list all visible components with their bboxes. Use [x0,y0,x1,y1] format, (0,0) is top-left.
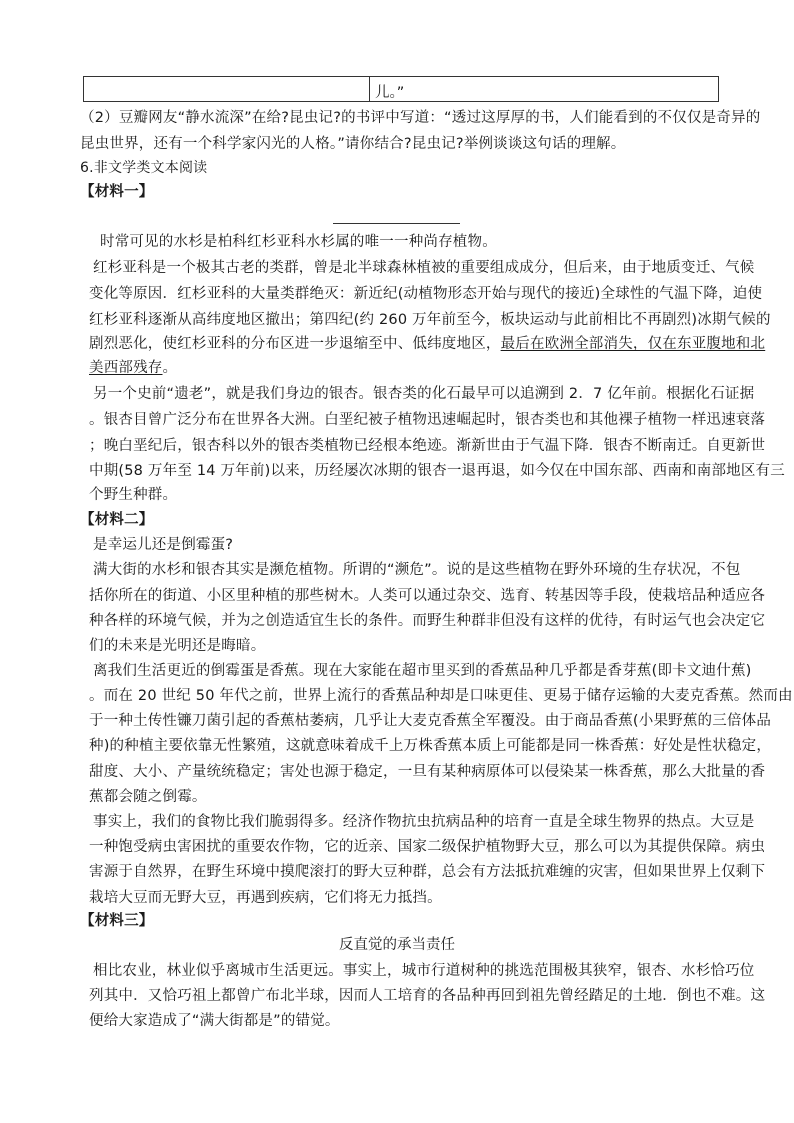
material1-underlined-phrase-a: 最后在欧洲全部消失，仅在东亚腹地和北 [500,336,766,352]
material2-p3-line1: 事实上，我们的食物比我们脆弱得多。经济作物抗虫抗病品种的培育一直是全球生物界的热点。大豆是 [93,814,755,830]
table-divider [369,77,370,101]
material1-p3-line3: ；晚白垩纪后，银杏科以外的银杏类植物已经根本绝迹。渐新世由于气温下降．银杏不断南迁。自更新世 [89,438,766,454]
material1-p2-line3: 红杉亚科逐渐从高纬度地区撤出；第四纪(约 260 万年前至今，板块运动与此前相比不再剧烈)冰期气候的 [89,312,771,328]
material3-subtitle: 反直觉的承当责任 [339,937,455,953]
title-blank-rule [333,223,460,224]
section6-title: 6.非文学类文本阅读 [80,160,208,176]
material2-p1-line4: 们的未来是光明还是晦暗。 [89,638,266,654]
material1-p2-end: 。 [162,360,178,376]
material1-p3-line2: 。银杏目曾广泛分布在世界各大洲。白垩纪被子植物迅速崛起时，银杏类也和其他裸子植物一样迅速衰落 [89,412,766,428]
material2-p2-line1: 离我们生活更近的倒霉蛋是香蕉。现在大家能在超市里买到的香蕉品种几乎都是香芽蕉(即卡文迪什蕉) [93,663,752,679]
material2-p2-line3: 于一种土传性镰刀菌引起的香蕉枯萎病，几乎让大麦克香蕉全军覆没。由于商品香蕉(小果野蕉的三倍体品 [89,713,772,729]
material1-p2-line4 [89,334,765,354]
material2-heading: 【材料二】 [80,512,154,528]
material1-p2-line2: 变化等原因．红杉亚科的大量类群绝灭：新近纪(动植物形态开始与现代的接近)全球性的气温下降，迫使 [89,286,763,302]
material3-p1-line3: 便给大家造成了“满大街都是”的错觉。 [89,1013,340,1029]
material1-paragraph1: 时常可见的水杉是柏科红杉亚科水杉属的唯一一种尚存植物。 [100,234,497,250]
material2-p3-line2: 一种饱受病虫害困扰的重要农作物，它的近亲、国家二级保护植物野大豆，那么可以为其提供保障。病虫 [89,839,766,855]
material2-p1-line1: 满大街的水杉和银杏其实是濒危植物。所谓的“濒危”。说的是这些植物在野外环境的生存状况，不包 [93,562,741,578]
material1-p3-line4: 中期(58 万年至 14 万年前)以来，历经屡次冰期的银杏一退再退，如今仅在中国东部、西南和南部地区有三 [89,463,785,479]
material2-p2-line4: 种)的种植主要依靠无性繁殖，这就意味着成千上万株香蕉本质上可能都是同一株香蕉：好处是性状稳定， [89,738,772,754]
answer-table-row [83,76,719,102]
question2-line2: 昆虫世界，还有一个科学家闪光的人格。”请你结合?昆虫记?举例谈谈这句话的理解。 [80,136,626,152]
material3-p1-line1: 相比农业，林业似乎离城市生活更远。事实上，城市行道树种的挑选范围极其狭窄，银杏、水杉恰巧位 [93,963,755,979]
material2-p2-line2: 。而在 20 世纪 50 年代之前，世界上流行的香蕉品种却是口味更佳、更易于储存运输的大麦克香蕉。然而由 [89,688,793,704]
material2-subtitle: 是幸运儿还是倒霉蛋? [93,537,234,553]
material2-p3-line4: 栽培大豆而无野大豆，再遇到疾病，它们将无力抵挡。 [89,890,442,906]
question2-line1: （2）豆瓣网友“静水流深”在给?昆虫记?的书评中写道：“透过这厚厚的书，人们能看到的不仅仅是奇异的 [80,110,761,126]
material2-p1-line3: 种各样的环境气候，并为之创造适宜生长的条件。而野生种群非但没有这样的优待，有时运气也会决定它 [89,613,766,629]
material2-p1-line2: 括你所在的街道、小区里种植的那些树木。人类可以通过杂交、选育、转基因等手段，使栽培品种适应各 [89,588,766,604]
material2-p2-line6: 蕉都会随之倒霉。 [89,789,207,805]
material1-p2-line5 [89,358,177,378]
table-cell-text: 儿。” [375,85,405,101]
material1-underlined-phrase-b: 美西部残存 [89,360,163,376]
material2-p2-line5: 甜度、大小、产量统统稳定；害处也源于稳定，一旦有某种病原体可以侵染某一株香蕉，那么大批量的香 [89,764,766,780]
material1-p3-line5: 个野生种群。 [89,487,178,503]
material1-p2-line4-text: 剧烈恶化，使红杉亚科的分布区进一步退缩至中、低纬度地区， [89,336,501,352]
material1-p2-line1: 红杉亚科是一个极其古老的类群，曾是北半球森林植被的重要组成成分，但后来，由于地质变迁、气候 [93,260,755,276]
material3-p1-line2: 列其中．又恰巧祖上都曾广布北半球，因而人工培育的各品种再回到祖先曾经踏足的土地．倒也不难。这 [89,988,766,1004]
material1-heading: 【材料一】 [80,184,154,200]
material2-p3-line3: 害源于自然界，在野生环境中摸爬滚打的野大豆种群，总会有方法抵抗难缠的灾害，但如果世界上仅剩下 [89,864,766,880]
material1-p3-line1: 另一个史前“遗老”，就是我们身边的银杏。银杏类的化石最早可以追溯到 2．7 亿年前。根据化石证据 [93,386,755,402]
material3-heading: 【材料三】 [80,913,154,929]
